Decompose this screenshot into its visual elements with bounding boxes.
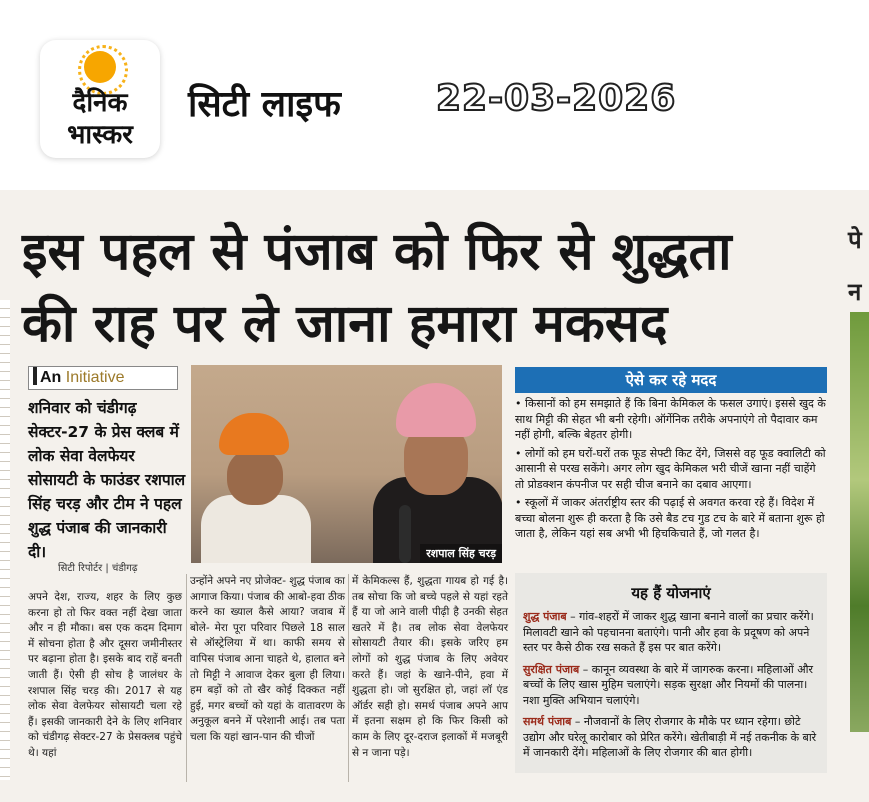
- column-divider: [348, 574, 349, 782]
- pink-turban: [396, 383, 476, 437]
- logo-line1: दैनिक: [72, 88, 128, 118]
- body-column-2: उन्होंने अपने नए प्रोजेक्ट- शुद्ध पंजाब का आगाज किया। पंजाब की आबो-हवा ठीक करने का ख्याल कैसे आया? जवाब में बोले- मेरा पूरा परिवार पिछले 18 साल से ऑस्ट्रेलिया में था। काफी समय से वापिस पंजाब आना चाहते थे, हालात बने तो मिट्टी ने आवाज देकर बुला ही लिया। हम बड़ों को तो खैर कोई दिक्कत नहीं हुई, मगर बच्चों को यहां के वातावरण के अनुकूल बनने में परेशानी आई। तब पता चला कि यहां खान-पान की चीजों: [190, 575, 345, 743]
- tag-word1: An: [40, 369, 62, 386]
- person-left-body: [201, 495, 311, 563]
- section-title: सिटी लाइफ: [188, 84, 341, 125]
- saffron-turban: [219, 413, 289, 455]
- headline-line2: की राह पर ले जाना हमारा मकसद: [22, 294, 668, 354]
- adjacent-fragment-top: पे: [848, 226, 862, 254]
- news-photo: [191, 365, 502, 563]
- help-list: [515, 396, 827, 545]
- dainik-bhaskar-logo[interactable]: [40, 40, 160, 158]
- scheme-item: [523, 714, 823, 761]
- adjacent-photo: [850, 312, 869, 732]
- column-divider: [186, 574, 187, 782]
- scheme-key: समर्थ पंजाब: [523, 715, 572, 728]
- scheme-text: – गांव-शहरों में जाकर शुद्ध खाना बनाने वालों का प्रचार करेंगे। मिलावटी खाने को पहचानना बताएंगे। पानी और हवा के प्रदूषण को अपने स्तर पर कैसे ठीक रख सकते हैं इस पर बात करेंगे।: [523, 610, 814, 654]
- intro-paragraph: शनिवार को चंडीगढ़ सेक्टर-27 के प्रेस क्लब में लोक सेवा वेलफेयर सोसायटी के फाउंडर रशपाल सिंह चरड़ और टीम ने पहल शुद्ध पंजाब की जानकारी दी।: [28, 399, 186, 561]
- issue-date: 22-03-2026: [436, 78, 677, 119]
- scheme-text: – कानून व्यवस्था के बारे में जागरुक करना। महिलाओं और बच्चों के लिए खास मुहिम चलाएंगे। सड़क सुरक्षा और नियमों की पालना। नशा मुक्ति अभियान चलाएंगे।: [523, 662, 814, 707]
- byline: सिटी रिपोर्टर | चंडीगढ़: [58, 563, 138, 574]
- schemes-title: यह हैं योजनाएं: [631, 584, 711, 602]
- headline-line1: इस पहल से पंजाब को फिर से शुद्धता: [22, 222, 732, 282]
- help-item: • स्कूलों में जाकर अंतर्राष्ट्रीय स्तर की पढ़ाई से अवगत करवा रहे हैं। विदेश में बच्चा बोलना शुरू ही करता है कि उसे बैड टच गुड टच के बारे में बताना शुरू हो जाता है, लेकिन यहां सब अभी भी हिचकिचाते हैं, जो गलत है।: [515, 496, 825, 540]
- scheme-key: सुरक्षित पंजाब: [523, 662, 580, 676]
- schemes-list: [523, 609, 823, 767]
- logo-line2: भास्कर: [67, 120, 133, 150]
- help-item: • किसानों को हम समझाते हैं कि बिना केमिकल के फसल उगाएं। इससे खुद के साथ मिट्टी की सेहत भी बनी रहेगी। ऑर्गेनिक तरीके अपनाएंगे तो पैदावार कम नहीं होगी, बल्कि बेहतर होगी।: [515, 397, 826, 441]
- app-header: [0, 0, 869, 190]
- photo-caption: रशपाल सिंह चरड़: [420, 544, 502, 563]
- body-column-1: अपने देश, राज्य, शहर के लिए कुछ करना हो तो फिर वक्त नहीं देखा जाता और न ही मौका। बस एक कदम दिमाग में सोचना होता है और दूसरा जमीनीस्तर पर बढ़ाना होता है। इसके बाद राहें बनती जाती हैं। ऐसी ही सोच है जालंधर के रशपाल सिंह चरड़ की। 2017 से यह लोक सेवा वेलफेयर सोसायटी चला रहे हैं। इसकी जानकारी देने के लिए शनिवार को चंडीगढ़ सेक्टर-27 के प्रेसक्लब पहुंचे थे। यहां: [28, 591, 182, 759]
- help-item: • लोगों को हम घरों-घरों तक फूड सेफ्टी किट देंगे, जिससे वह फूड क्वालिटी को आसानी से परख सकेंगे। अगर लोग खुद केमिकल भरी चीजें खाना नहीं चाहेंगे तो प्रोडक्शन कंपनीज पर सही चीज बनाने का दबाव आएगा।: [515, 446, 826, 491]
- tag-bar: [33, 367, 37, 385]
- scheme-key: शुद्ध पंजाब: [523, 610, 567, 623]
- adjacent-headline-fragment: [848, 214, 862, 318]
- adjacent-page-edge: [0, 300, 10, 780]
- body-column-3: में केमिकल्स हैं, शुद्धता गायब हो गई है। तब सोचा कि जो बच्चे पहले से यहां रहते हैं या जो आने वाली पीढ़ी है उनकी सेहत खतरे में है। तब लोक सेवा वेलफेयर सोसायटी तैयार की। इसके जरिए हम लोगों को शुद्ध पंजाब के लिए अवेयर करते हैं। जहां के खाने-पीने, हवा में शुद्धता हो। जो सुरक्षित हो, जहां लॉ एंड ऑर्डर सही हो। समर्थ पंजाब अपने आप में इतना सक्षम हो कि फिर किसी को काम के लिए दूर-दराज इलाकों में मजबूरी से न जाना पड़े।: [352, 575, 508, 759]
- scheme-item: [523, 662, 823, 709]
- sun-icon: [84, 51, 116, 83]
- tag-word2: Initiative: [65, 369, 125, 386]
- help-panel-title: ऐसे कर रहे मदद: [515, 367, 827, 393]
- schemes-box: [515, 573, 827, 773]
- initiative-tag: [28, 366, 178, 390]
- scheme-text: – नौजवानों के लिए रोजगार के मौके पर ध्यान रहेगा। छोटे उद्योग और घरेलू कारोबार को प्रेरित करेंगे। खेतीबाड़ी में नई तकनीक के बारे में जानकारी देंगे। महिलाओं के लिए रोजगार की बात होगी।: [523, 715, 817, 759]
- person-left-face: [227, 449, 283, 505]
- microphone-icon: [399, 505, 411, 563]
- scheme-item: [523, 609, 823, 656]
- adjacent-fragment-bottom: न: [848, 278, 862, 306]
